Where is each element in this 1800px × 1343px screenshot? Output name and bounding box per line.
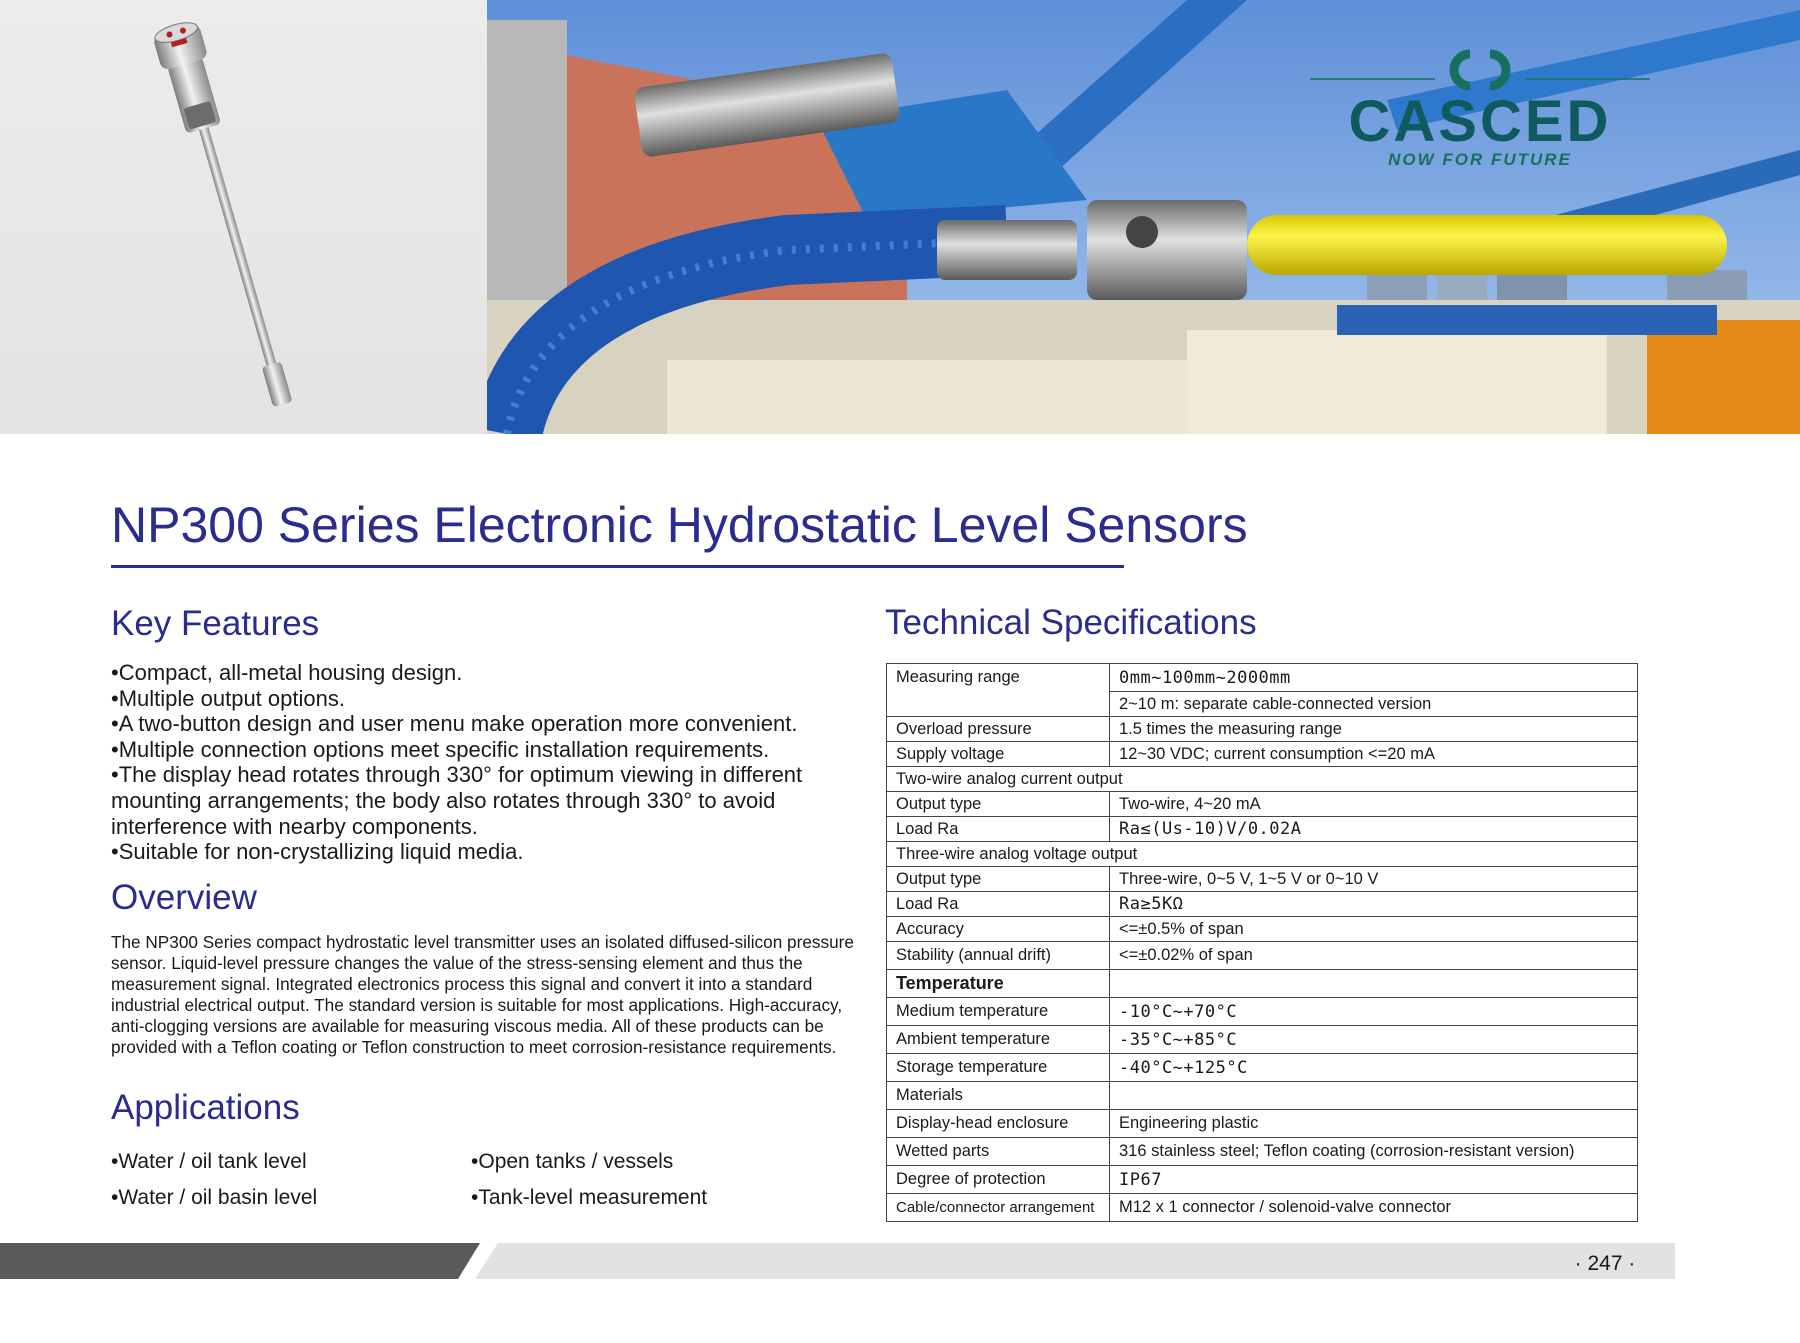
spec-value: M12 x 1 connector / solenoid-valve connector [1110, 1194, 1638, 1222]
spec-label: Medium temperature [887, 998, 1110, 1026]
spec-section-row [887, 1082, 1638, 1110]
spec-row [887, 792, 1638, 817]
spec-row [887, 1110, 1638, 1138]
spec-label: Load Ra [887, 817, 1110, 842]
spec-label: Output type [887, 867, 1110, 892]
spec-value: <=±0.5% of span [1110, 917, 1638, 942]
spec-label: Accuracy [887, 917, 1110, 942]
tech-specs-heading: Technical Specifications [885, 603, 1257, 642]
spec-value: 12~30 VDC; current consumption <=20 mA [1110, 742, 1638, 767]
spec-row [887, 942, 1638, 970]
spec-row [887, 817, 1638, 842]
spec-value: 2~10 m: separate cable-connected version [1110, 692, 1638, 717]
key-features-list [111, 660, 871, 865]
page-number: · 247 · [1574, 1252, 1636, 1275]
spec-label: Display-head enclosure [887, 1110, 1110, 1138]
spec-value: IP67 [1110, 1166, 1638, 1194]
spec-label: Ambient temperature [887, 1026, 1110, 1054]
spec-label: Degree of protection [887, 1166, 1110, 1194]
application-item: • Tank-level measurement [471, 1186, 707, 1210]
key-features-heading: Key Features [111, 604, 320, 643]
brand-logo [1300, 44, 1660, 184]
feature-item: • The display head rotates through 330° for optimum viewing in different mounting arrangements; the body also rotates through 330° to avoid interference with nearby components. [111, 762, 871, 839]
spec-value [1110, 1082, 1638, 1110]
spec-section-label: Two-wire analog current output [887, 767, 1638, 792]
spec-value: Engineering plastic [1110, 1110, 1638, 1138]
header-banner [0, 0, 1800, 434]
spec-value: <=±0.02% of span [1110, 942, 1638, 970]
spec-row [887, 742, 1638, 767]
product-photo [0, 0, 487, 434]
spec-row [887, 917, 1638, 942]
spec-value: 316 stainless steel; Teflon coating (corrosion-resistant version) [1110, 1138, 1638, 1166]
spec-row [887, 867, 1638, 892]
spec-row [887, 1138, 1638, 1166]
feature-item: • A two-button design and user menu make operation more convenient. [111, 711, 871, 737]
page-title: NP300 Series Electronic Hydrostatic Level Sensors [111, 497, 1248, 553]
spec-section-label: Materials [887, 1082, 1110, 1110]
spec-row [887, 717, 1638, 742]
spec-section-label: Temperature [887, 970, 1110, 998]
logo-tagline: NOW FOR FUTURE [1388, 150, 1572, 169]
spec-row [887, 1194, 1638, 1222]
spec-label: Cable/connector arrangement [887, 1194, 1110, 1222]
feature-item: • Compact, all-metal housing design. [111, 660, 871, 686]
spec-value: Ra≤(Us-10)V/0.02A [1110, 817, 1638, 842]
spec-row [887, 664, 1638, 692]
spec-table [886, 663, 1638, 1222]
spec-label: Overload pressure [887, 717, 1110, 742]
spec-value: Three-wire, 0~5 V, 1~5 V or 0~10 V [1110, 867, 1638, 892]
overview-text: The NP300 Series compact hydrostatic level transmitter uses an isolated diffused-silicon pressure sensor. Liquid-level pressure changes the value of the stress-sensing element and thus the measurement signal. Integrated electronics process this signal and convert it into a standard industrial electrical output. The standard version is suitable for most applications. High-accuracy, anti-clogging versions are available for measuring viscous media. All of these products can be provided with a Teflon coating or Teflon construction to meet corrosion-resistance requirements. [111, 932, 854, 1057]
feature-item: • Multiple output options. [111, 686, 871, 712]
spec-section-row [887, 842, 1638, 867]
spec-label: Storage temperature [887, 1054, 1110, 1082]
spec-section-row [887, 767, 1638, 792]
logo-text: CASCED [1348, 89, 1612, 154]
spec-value [1110, 970, 1638, 998]
spec-label: Load Ra [887, 892, 1110, 917]
spec-value: Ra≥5KΩ [1110, 892, 1638, 917]
feature-item: • Multiple connection options meet specific installation requirements. [111, 737, 871, 763]
application-item: • Open tanks / vessels [471, 1150, 673, 1174]
spec-row [887, 1054, 1638, 1082]
spec-section-row [887, 970, 1638, 998]
applications-heading: Applications [111, 1088, 300, 1127]
application-item: • Water / oil tank level [111, 1150, 307, 1174]
footer-bar [0, 1243, 1800, 1283]
spec-label: Wetted parts [887, 1138, 1110, 1166]
spec-value: 0mm~100mm~2000mm [1110, 664, 1638, 692]
spec-section-label: Three-wire analog voltage output [887, 842, 1638, 867]
spec-row [887, 892, 1638, 917]
spec-label: Measuring range [887, 664, 1110, 717]
spec-value: Two-wire, 4~20 mA [1110, 792, 1638, 817]
spec-value: 1.5 times the measuring range [1110, 717, 1638, 742]
spec-row [887, 1166, 1638, 1194]
spec-row [887, 998, 1638, 1026]
spec-label: Supply voltage [887, 742, 1110, 767]
spec-value: -10°C~+70°C [1110, 998, 1638, 1026]
spec-label: Output type [887, 792, 1110, 817]
title-underline [111, 565, 1124, 568]
spec-value: -35°C~+85°C [1110, 1026, 1638, 1054]
spec-value: -40°C~+125°C [1110, 1054, 1638, 1082]
spec-row [887, 1026, 1638, 1054]
application-item: • Water / oil basin level [111, 1186, 317, 1210]
feature-item: • Suitable for non-crystallizing liquid media. [111, 839, 871, 865]
logo-mark-icon [1300, 44, 1660, 94]
spec-label: Stability (annual drift) [887, 942, 1110, 970]
overview-heading: Overview [111, 878, 257, 917]
product-image-panel [0, 0, 487, 434]
